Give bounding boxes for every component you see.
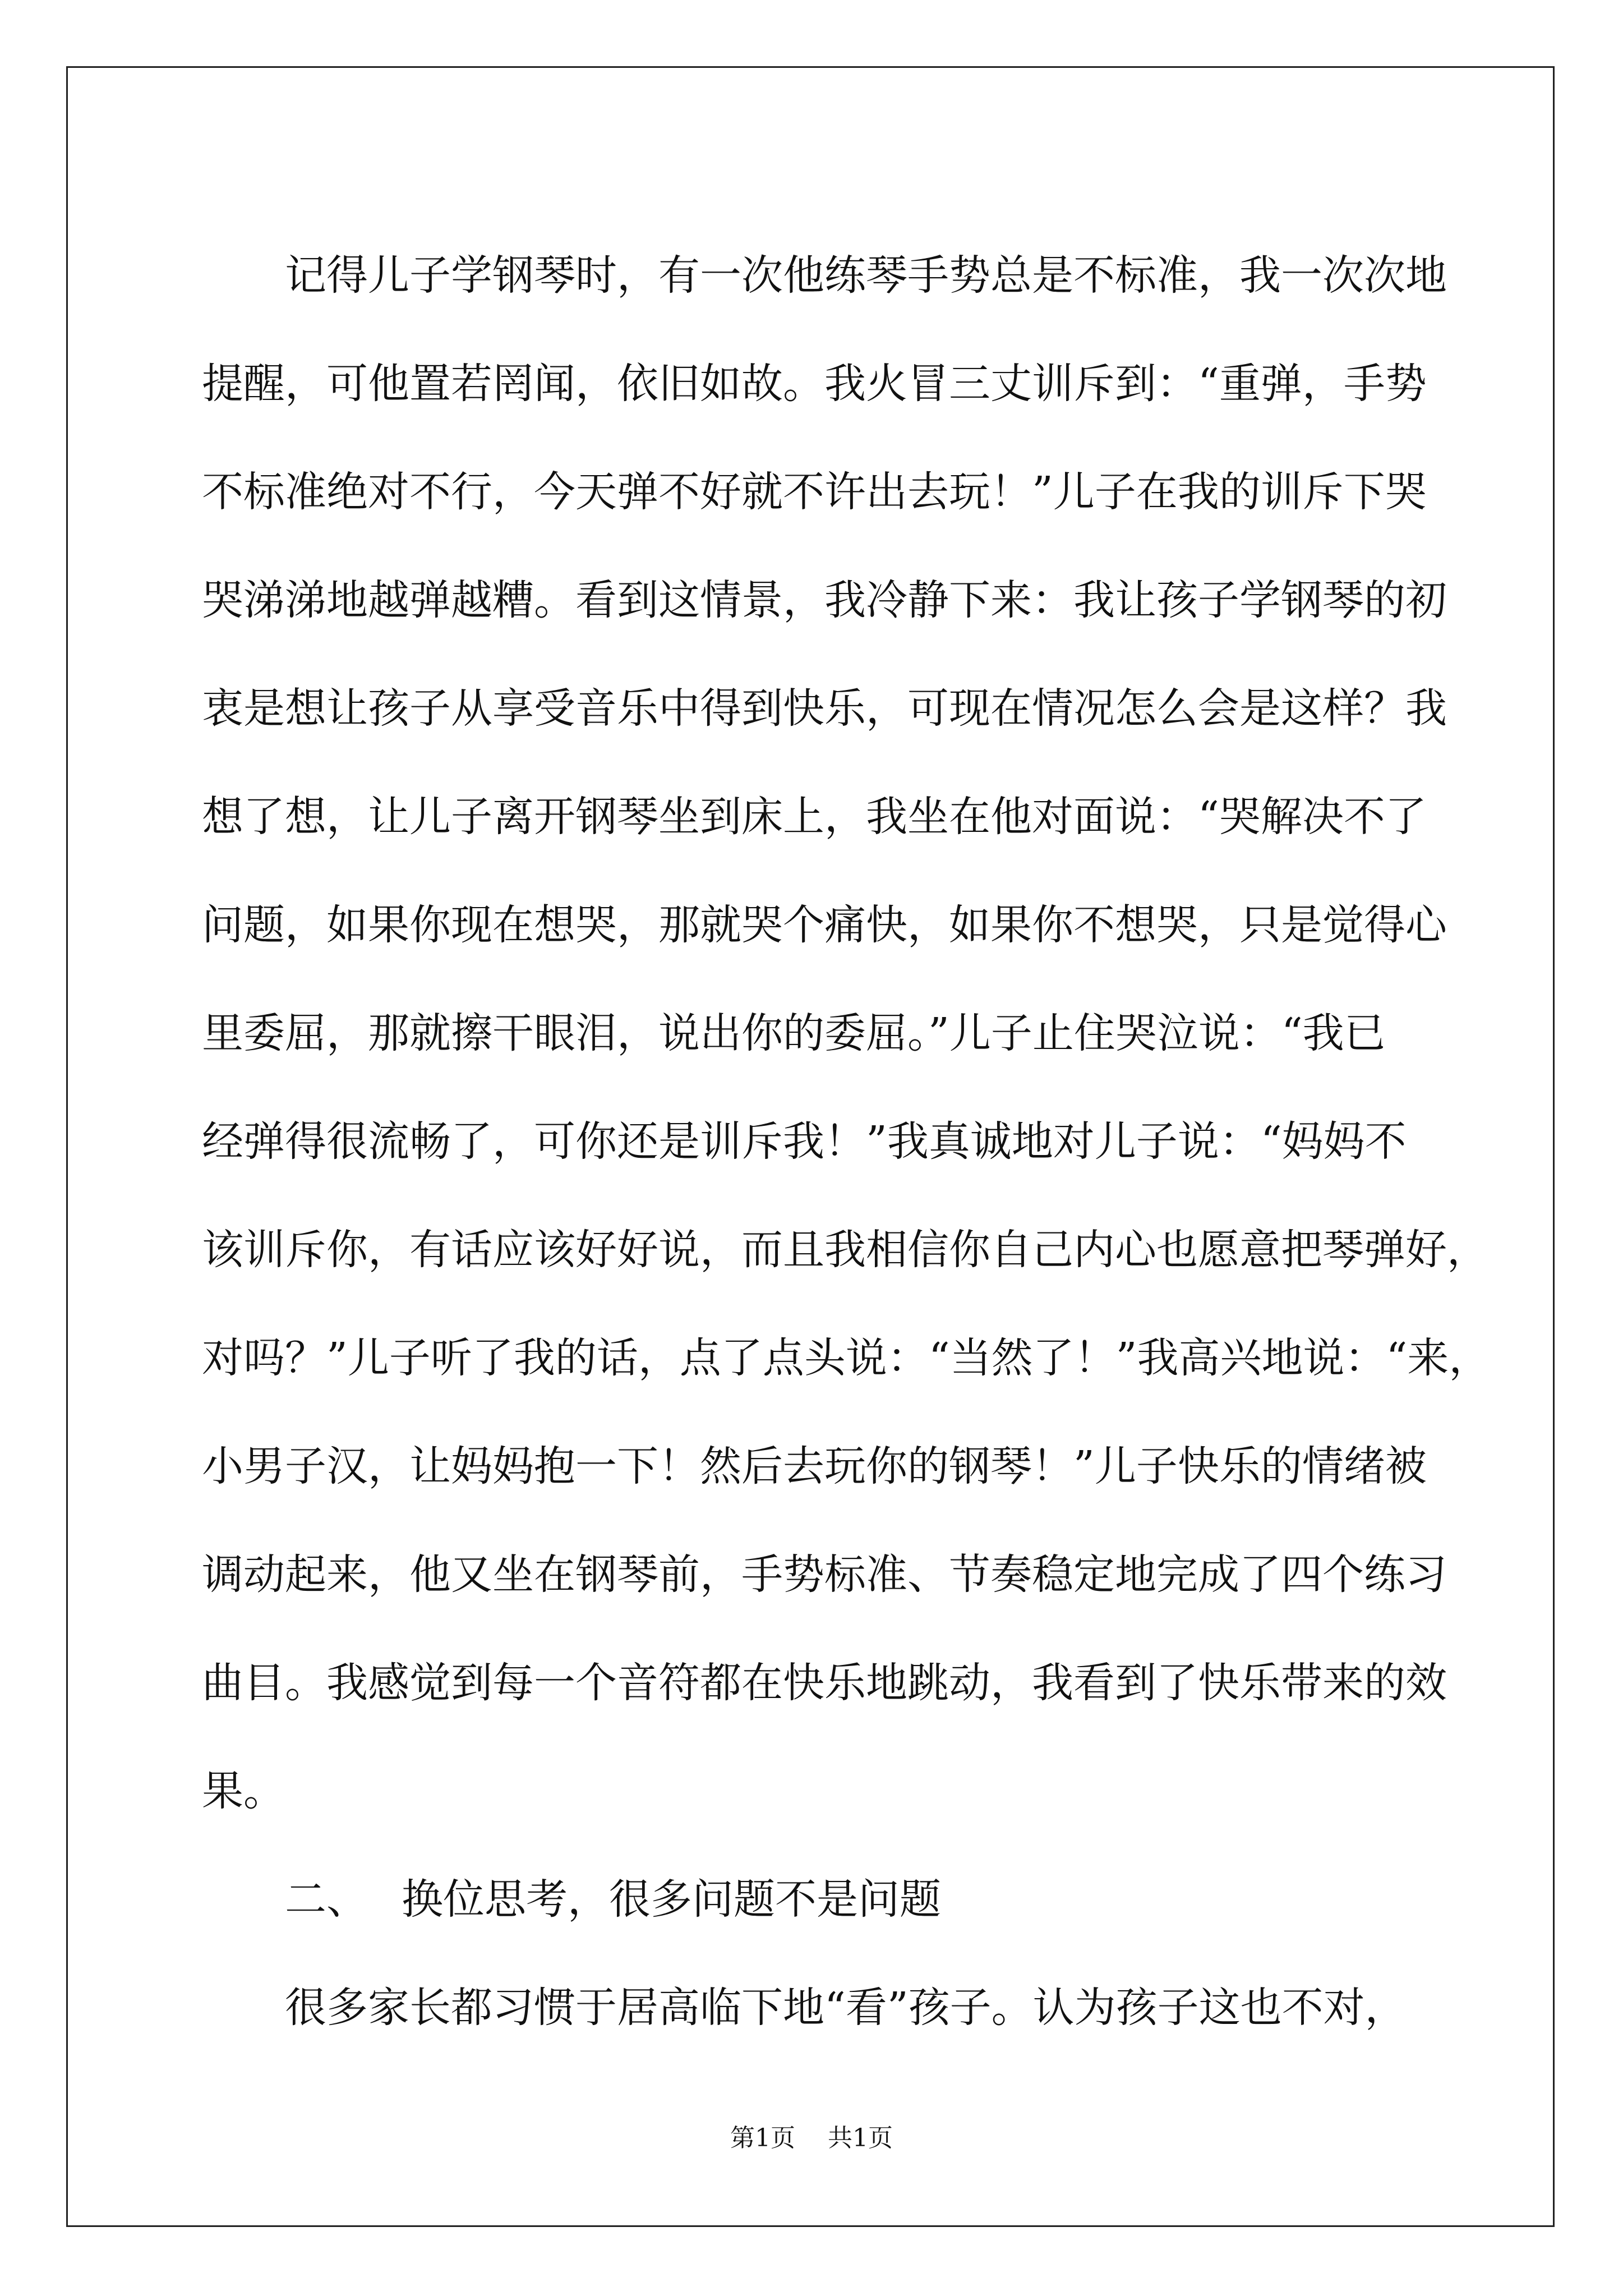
body-line: 该训斥你，有话应该好好说，而且我相信你自己内心也愿意把琴弹好，: [202, 1226, 1488, 1274]
section-title: 换位思考，很多问题不是问题: [402, 1875, 941, 1924]
document-body: [202, 222, 1491, 2062]
next-paragraph-line: 很多家长都习惯于居高临下地“看”孩子。认为孩子这也不对，: [285, 1984, 1407, 2032]
body-line: 哭涕涕地越弹越糟。看到这情景，我冷静下来：我让孩子学钢琴的初: [202, 576, 1447, 624]
body-line: 果。: [202, 1767, 285, 1815]
body-line: 提醒，可他置若罔闻，依旧如故。我火冒三丈训斥到：“重弹，手势: [202, 360, 1427, 408]
section-heading: [202, 1846, 1436, 1954]
body-line: 衷是想让孩子从享受音乐中得到快乐，可现在情况怎么会是这样？我: [202, 684, 1447, 733]
body-line: 问题，如果你现在想哭，那就哭个痛快，如果你不想哭，只是觉得心: [202, 901, 1447, 949]
body-line: 对吗？”儿子听了我的话，点了点头说：“当然了！”我高兴地说：“来，: [202, 1334, 1491, 1382]
page-total: 共1页: [828, 2124, 893, 2152]
body-line: 经弹得很流畅了，可你还是训斥我！”我真诚地对儿子说：“妈妈不: [202, 1117, 1407, 1166]
page-footer: [0, 2122, 1623, 2155]
body-line: 记得儿子学钢琴时，有一次他练琴手势总是不标准，我一次次地: [285, 251, 1447, 300]
section-number: 二、: [285, 1875, 368, 1924]
body-line: 想了想，让儿子离开钢琴坐到床上，我坐在他对面说：“哭解决不了: [202, 793, 1427, 841]
body-line: 调动起来，他又坐在钢琴前，手势标准、节奏稳定地完成了四个练习: [202, 1550, 1447, 1599]
body-line: 不标准绝对不行，今天弹不好就不许出去玩！”儿子在我的训斥下哭: [202, 468, 1427, 516]
body-line: 曲目。我感觉到每一个音符都在快乐地跳动，我看到了快乐带来的效: [202, 1659, 1447, 1707]
body-line: 小男子汉，让妈妈抱一下！然后去玩你的钢琴！”儿子快乐的情绪被: [202, 1442, 1427, 1490]
page-current: 第1页: [730, 2124, 795, 2152]
body-line: 里委屈，那就擦干眼泪，说出你的委屈。”儿子止住哭泣说：“我已: [202, 1009, 1386, 1057]
